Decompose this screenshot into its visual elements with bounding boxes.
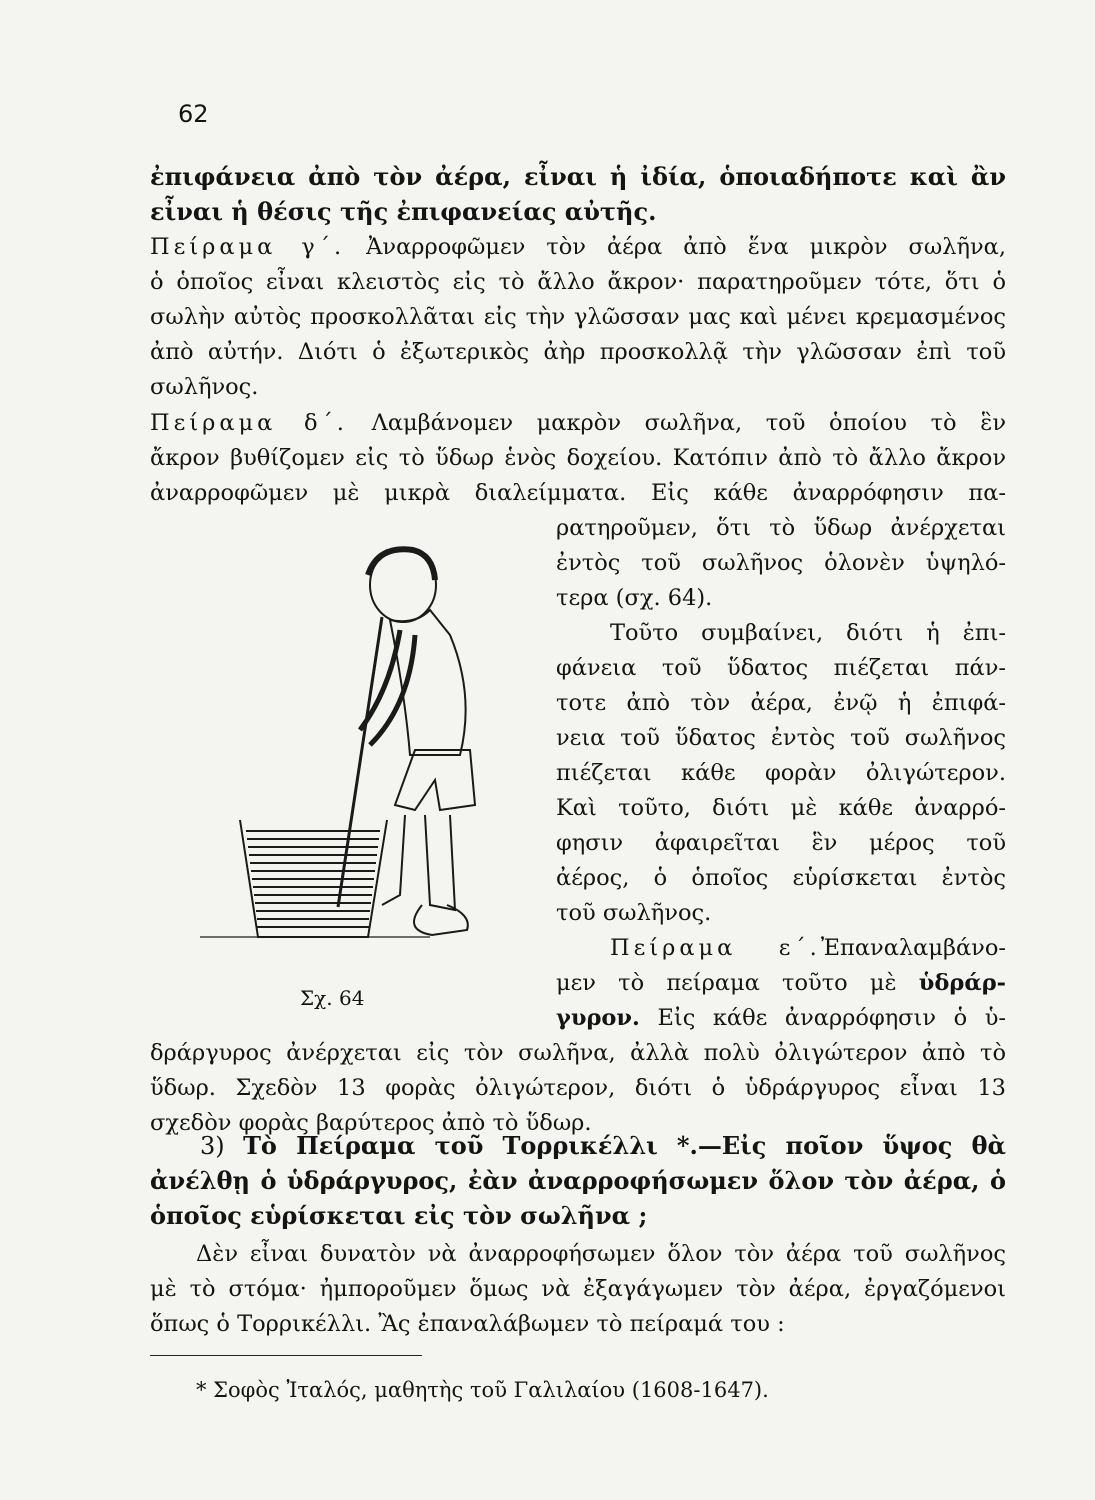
intro-line: ἐπιφάνεια ἀπὸ τὸν ἀέρα, εἶναι ἡ ἰδία, ὁποιαδήποτε καὶ ἂν [150, 162, 1006, 191]
torricelli-paragraph-line: ὅπως ὁ Τορρικέλλι. Ἂς ἐπαναλάβωμεν τὸ πείραμά του : [150, 1311, 785, 1337]
experiment-d-line: ἀέρος, ὁ ὁποῖος εὑρίσκεται ἐντὸς [556, 865, 1006, 891]
experiment-e-label: Πείραμα ε΄. [610, 935, 821, 961]
experiment-d-line: φάνεια τοῦ ὕδατος πιέζεται πάν- [556, 655, 1006, 681]
figure-caption: Σχ. 64 [300, 986, 365, 1010]
experiment-d-line: πιέζεται κάθε φορὰν ὀλιγώτερον. [556, 760, 1006, 786]
experiment-e-line: ὕδωρ. Σχεδὸν 13 φορὰς ὀλιγώτερον, διότι ὁ ὑδράργυρος εἶναι 13 [150, 1075, 1006, 1101]
torricelli-paragraph-line: μὲ τὸ στόμα· ἠμποροῦμεν ὅμως νὰ ἐξαγάγωμεν τὸν ἀέρα, ἐργαζόμενοι [150, 1276, 1006, 1302]
experiment-d-line: ἄκρον βυθίζομεν εἰς τὸ ὕδωρ ἑνὸς δοχείου. Κατόπιν ἀπὸ τὸ ἄλλο ἄκρον [150, 445, 1006, 471]
intro-line: εἶναι ἡ θέσις τῆς ἐπιφανείας αὐτῆς. [150, 197, 657, 226]
torricelli-heading: 3) Τὸ Πείραμα τοῦ Τορρικέλλι *.—Εἰς ποῖον ὕψος θὰ [200, 1131, 1006, 1160]
experiment-c-line: ἀπὸ αὐτήν. Διότι ὁ ἐξωτερικὸς ἀὴρ προσκολλᾷ τὴν γλῶσσαν ἐπὶ τοῦ [150, 339, 1006, 365]
torricelli-heading: ἀνέλθῃ ὁ ὑδράργυρος, ἐὰν ἀναρροφήσωμεν ὅλον τὸν ἀέρα, ὁ [150, 1166, 1006, 1195]
experiment-c-line: ὁ ὁποῖος εἶναι κλειστὸς εἰς τὸ ἄλλο ἄκρον· παρατηροῦμεν τότε, ὅτι ὁ [150, 269, 1006, 295]
experiment-d-line: Πείραμα δ΄. Λαμβάνομεν μακρὸν σωλῆνα, τοῦ ὁποίου τὸ ἓν [150, 410, 1006, 436]
page-number: 62 [178, 100, 209, 128]
experiment-c-line: σωλὴν αὐτὸς προσκολλᾶται εἰς τὴν γλῶσσαν μας καὶ μένει κρεμασμένος [150, 304, 1006, 330]
footnote-divider [150, 1355, 422, 1356]
footnote: * Σοφὸς Ἰταλός, μαθητὴς τοῦ Γαλιλαίου (1608-1647). [196, 1378, 769, 1402]
experiment-d-line: ρατηροῦμεν, ὅτι τὸ ὕδωρ ἀνέρχεται [556, 515, 1006, 541]
experiment-c-line: σωλῆνος. [150, 374, 259, 400]
boy-drinking-through-tube-figure [200, 535, 490, 955]
experiment-d-line: τοτε ἀπὸ τὸν ἀέρα, ἐνῷ ἡ ἐπιφά- [556, 690, 1006, 716]
experiment-e-line: γυρον. Εἰς κάθε ἀναρρόφησιν ὁ ὑ- [556, 1005, 1006, 1031]
experiment-c-label: Πείραμα γ΄. [150, 234, 346, 260]
experiment-e-line: μεν τὸ πείραμα τοῦτο μὲ ὑδράρ- [556, 970, 1006, 996]
experiment-d-line: ἐντὸς τοῦ σωλῆνος ὁλονὲν ὑψηλό- [556, 550, 1006, 576]
experiment-d-line: Καὶ τοῦτο, διότι μὲ κάθε ἀναρρό- [556, 795, 1006, 821]
experiment-d-line: τοῦ σωλῆνος. [556, 900, 712, 926]
experiment-c-line: Πείραμα γ΄. Ἀναρροφῶμεν τὸν ἀέρα ἀπὸ ἕνα μικρὸν σωλῆνα, [150, 234, 1007, 260]
experiment-e-line: δράργυρος ἀνέρχεται εἰς τὸν σωλῆνα, ἀλλὰ πολὺ ὀλιγώτερον ἀπὸ τὸ [150, 1040, 1006, 1066]
experiment-d-line: Τοῦτο συμβαίνει, διότι ἡ ἐπι- [610, 620, 1006, 646]
torricelli-heading: ὁποῖος εὑρίσκεται εἰς τὸν σωλῆνα ; [150, 1201, 648, 1230]
experiment-d-line: ἀναρροφῶμεν μὲ μικρὰ διαλείμματα. Εἰς κάθε ἀναρρόφησιν πα- [150, 480, 1006, 506]
experiment-d-line: φησιν ἀφαιρεῖται ἓν μέρος τοῦ [556, 830, 1006, 856]
experiment-d-line: τερα (σχ. 64). [556, 585, 713, 611]
experiment-e-line: σχεδὸν φορὰς βαρύτερος ἀπὸ τὸ ὕδωρ. [150, 1110, 592, 1136]
torricelli-paragraph-line: Δὲν εἶναι δυνατὸν νὰ ἀναρροφήσωμεν ὅλον τὸν ἀέρα τοῦ σωλῆνος [196, 1241, 1006, 1267]
experiment-d-line: νεια τοῦ ὕδατος ἐντὸς τοῦ σωλῆνος [556, 725, 1006, 751]
experiment-e-line: Πείραμα ε΄.Ἐπαναλαμβάνο- [610, 935, 1006, 961]
experiment-d-label: Πείραμα δ΄. [150, 410, 348, 436]
